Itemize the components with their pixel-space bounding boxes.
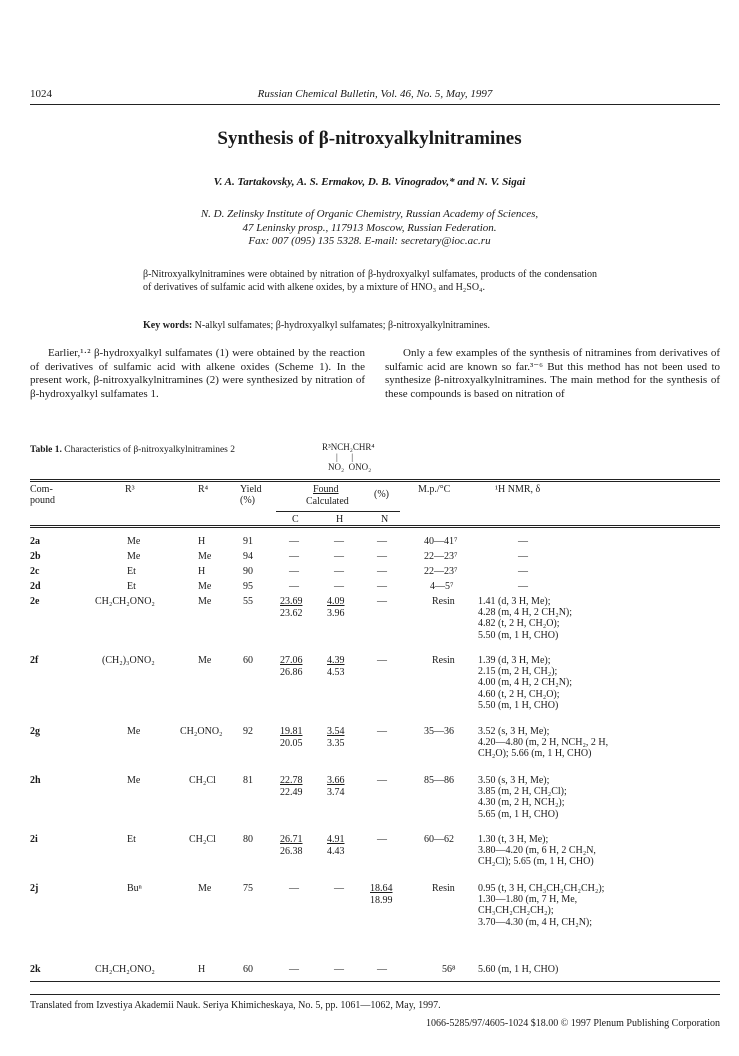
cell-compound: 2c [30, 566, 40, 577]
cell-r3: Et [127, 834, 136, 845]
cell-c-found: — [289, 964, 299, 975]
cell-r3: Me [127, 551, 141, 562]
cell-r3: Me [127, 536, 141, 547]
cell-r3: (CH₂)₃ONO₂ [102, 655, 155, 666]
cell-h-found: — [334, 883, 344, 894]
cell-r3: Me [127, 775, 141, 786]
header-calculated: Calculated [306, 496, 349, 507]
author-list: V. A. Tartakovsky, A. S. Ermakov, D. B. Vinogradov,* and N. V. Sigai [213, 176, 526, 188]
cell-h-found: — [334, 964, 344, 975]
cell-c-calc: 22.49 [280, 787, 303, 798]
cell-c-calc: 23.62 [280, 608, 303, 619]
cell-h-found: 3.54 [327, 726, 345, 737]
affiliation-line: 47 Leninsky prosp., 117913 Moscow, Russian Federation. [242, 221, 497, 234]
cell-h-calc: 3.74 [327, 787, 345, 798]
cell-mp: 35—36 [424, 726, 454, 737]
cell-c-calc: 26.86 [280, 667, 303, 678]
cell-n-found: — [377, 834, 387, 845]
keywords-label: Key words: [143, 320, 193, 331]
cell-h-found: — [334, 536, 344, 547]
cell-mp: 4—5⁷ [430, 581, 454, 592]
cell-h-found: 4.09 [327, 596, 345, 607]
cell-nmr: 3.52 (s, 3 H, Me); 4.20—4.80 (m, 2 H, NCH₂, 2 H, CH₂O); 5.66 (m, 1 H, CHO) [478, 726, 609, 760]
cell-h-found: — [334, 566, 344, 577]
cell-c-calc: 20.05 [280, 738, 303, 749]
page-number: 1024 [30, 88, 52, 100]
copyright-line: 1066-5285/97/4605-1024 $18.00 © 1997 Plenum Publishing Corporation [426, 1018, 720, 1029]
table-top-rule-2 [30, 481, 720, 482]
cell-nmr: — [518, 536, 528, 547]
cell-c-found: 26.71 [280, 834, 303, 845]
table-header-rule-2 [30, 527, 720, 528]
cell-c-found: — [289, 551, 299, 562]
header-compound: Com- pound [30, 484, 55, 506]
cell-r4: Me [198, 655, 212, 666]
cell-c-found: 19.81 [280, 726, 303, 737]
table-caption-text: Characteristics of β-nitroxyalkylnitramines 2 [64, 445, 236, 455]
cell-c-found: 23.69 [280, 596, 303, 607]
cell-compound: 2d [30, 581, 41, 592]
cell-yield: 60 [243, 655, 253, 666]
cell-mp: 56⁸ [442, 964, 456, 975]
affiliation [0, 208, 739, 249]
cell-n-found: — [377, 596, 387, 607]
affiliation-line: N. D. Zelinsky Institute of Organic Chemistry, Russian Academy of Sciences, [200, 208, 539, 220]
abstract: β-Nitroxyalkylnitramines were obtained by nitration of β-hydroxyalkyl sulfamates, products of the condensation of derivatives of sulfamic acid with alkene oxides, by a mixture of HNO₃ and H₂SO₄. [143, 269, 597, 293]
translation-note: Translated from Izvestiya Akademii Nauk. Seriya Khimicheskaya, No. 5, pp. 1061—1062, May, 1997. [30, 1000, 441, 1011]
subheader-rule [276, 511, 400, 512]
cell-yield: 91 [243, 536, 253, 547]
footer-rule [30, 994, 720, 995]
cell-compound: 2g [30, 726, 40, 737]
cell-nmr: — [518, 566, 528, 577]
cell-nmr: — [518, 581, 528, 592]
cell-r3: Buⁿ [127, 883, 142, 894]
cell-n-found: — [377, 581, 387, 592]
cell-mp: Resin [432, 883, 455, 894]
cell-h-found: 4.91 [327, 834, 345, 845]
cell-n-found: — [377, 964, 387, 975]
cell-n-calc: 18.99 [370, 895, 393, 906]
cell-nmr: 3.50 (s, 3 H, Me); 3.85 (m, 2 H, CH₂Cl); 4.30 (m, 2 H, NCH₂); 5.65 (m, 1 H, CHO) [478, 775, 567, 820]
table-formula [322, 442, 374, 472]
cell-h-found: — [334, 551, 344, 562]
article-title: Synthesis of β-nitroxyalkylnitramines [217, 128, 522, 149]
cell-nmr: 1.41 (d, 3 H, Me); 4.28 (m, 4 H, 2 CH₂N); 4.82 (t, 2 H, CH₂O); 5.50 (m, 1 H, CHO) [478, 596, 573, 641]
cell-n-found: — [377, 726, 387, 737]
header-percent: (%) [374, 489, 389, 500]
cell-h-found: 3.66 [327, 775, 345, 786]
cell-r3: CH₂CH₂ONO₂ [95, 964, 155, 975]
cell-yield: 95 [243, 581, 253, 592]
cell-c-found: — [289, 883, 299, 894]
cell-c-found: — [289, 536, 299, 547]
header-r4: R⁴ [198, 484, 209, 495]
cell-n-found: — [377, 566, 387, 577]
cell-n-found: — [377, 536, 387, 547]
cell-r3: CH₂CH₂ONO₂ [95, 596, 155, 607]
cell-r4: CH₂ONO₂ [180, 726, 223, 737]
table-bottom-rule [30, 981, 720, 982]
header-c: C [292, 514, 299, 525]
cell-mp: Resin [432, 655, 455, 666]
cell-yield: 81 [243, 775, 253, 786]
cell-c-found: 22.78 [280, 775, 303, 786]
keywords-text: N-alkyl sulfamates; β-hydroxyalkyl sulfamates; β-nitroxyalkylnitramines. [194, 320, 491, 331]
cell-r3: Et [127, 581, 136, 592]
table-top-rule [30, 479, 720, 480]
table-caption-label: Table 1. [30, 445, 62, 455]
formula-bonds: | | [336, 452, 354, 462]
cell-r3: Me [127, 726, 141, 737]
cell-r4: Me [198, 581, 212, 592]
cell-nmr: 1.39 (d, 3 H, Me); 2.15 (m, 2 H, CH₂); 4.00 (m, 4 H, 2 CH₂N); 4.60 (t, 2 H, CH₂O); 5.50 (m, 1 H, CHO) [478, 655, 573, 711]
cell-n-found: — [377, 551, 387, 562]
affiliation-line: Fax: 007 (095) 135 5328. E-mail: secretary@ioc.ac.ru [248, 235, 491, 247]
header-h: H [336, 514, 344, 525]
cell-r4: Me [198, 596, 212, 607]
cell-n-found: — [377, 775, 387, 786]
header-r3: R³ [125, 484, 135, 495]
cell-nmr: 1.30 (t, 3 H, Me); 3.80—4.20 (m, 6 H, 2 CH₂N, CH₂Cl); 5.65 (m, 1 H, CHO) [478, 834, 596, 868]
cell-nmr: 0.95 (t, 3 H, CH₃CH₂CH₂CH₂); 1.30—1.80 (m, 7 H, Me, CH₃CH₂CH₂CH₂); 3.70—4.30 (m, 4 H, CH₂N); [478, 883, 605, 928]
cell-r4: CH₂Cl [189, 775, 216, 786]
cell-h-calc: 4.43 [327, 846, 345, 857]
cell-r3: Et [127, 566, 136, 577]
cell-compound: 2j [30, 883, 39, 894]
cell-yield: 90 [243, 566, 253, 577]
header-found: Found [313, 484, 339, 495]
cell-r4: H [198, 964, 206, 975]
cell-yield: 75 [243, 883, 253, 894]
cell-mp: Resin [432, 596, 455, 607]
formula-bottom: NO₂ ONO₂ [328, 462, 372, 472]
cell-c-found: — [289, 581, 299, 592]
cell-nmr: — [518, 551, 528, 562]
cell-yield: 94 [243, 551, 253, 562]
cell-n-found: 18.64 [370, 883, 393, 894]
cell-r4: Me [198, 551, 212, 562]
cell-nmr: 5.60 (m, 1 H, CHO) [478, 964, 559, 975]
cell-h-found: — [334, 581, 344, 592]
header-rule [30, 104, 720, 105]
cell-compound: 2i [30, 834, 38, 845]
cell-compound: 2a [30, 536, 40, 547]
cell-mp: 22—23⁷ [424, 566, 458, 577]
cell-r4: H [198, 566, 206, 577]
body-column-left: Earlier,¹·² β-hydroxyalkyl sulfamates (1) were obtained by the reaction of derivatives of sulfamic acid with alkene oxides (Scheme 1). In the present work, β-nitroxyalkylnitramines (2) were synthesized by nitration of β-hydroxyalkyl sulfamates 1. [30, 347, 365, 400]
header-n: N [381, 514, 389, 525]
cell-r4: H [198, 536, 206, 547]
formula-top: R³NCH₂CHR⁴ [322, 442, 375, 452]
cell-compound: 2h [30, 775, 41, 786]
cell-compound: 2k [30, 964, 41, 975]
header-mp: M.p./°C [418, 484, 451, 495]
cell-r4: Me [198, 883, 212, 894]
cell-mp: 40—41⁷ [424, 536, 458, 547]
journal-name: Russian Chemical Bulletin, Vol. 46, No. 5, May, 1997 [257, 88, 493, 100]
table-header-rule [30, 525, 720, 526]
keywords [143, 320, 603, 331]
cell-compound: 2e [30, 596, 40, 607]
cell-yield: 60 [243, 964, 253, 975]
cell-yield: 80 [243, 834, 253, 845]
cell-compound: 2f [30, 655, 39, 666]
header-yield: Yield (%) [240, 484, 262, 506]
header-nmr: ¹H NMR, δ [495, 484, 541, 495]
cell-mp: 60—62 [424, 834, 454, 845]
cell-mp: 22—23⁷ [424, 551, 458, 562]
cell-c-calc: 26.38 [280, 846, 303, 857]
cell-n-found: — [377, 655, 387, 666]
cell-h-calc: 4.53 [327, 667, 345, 678]
cell-c-found: — [289, 566, 299, 577]
cell-yield: 55 [243, 596, 253, 607]
cell-h-found: 4.39 [327, 655, 345, 666]
cell-h-calc: 3.96 [327, 608, 345, 619]
body-column-right: Only a few examples of the synthesis of nitramines from derivatives of sulfamic acid are known so far.³⁻⁶ But this method has not been used to synthesize β-nitroxyalkylnitramines. The main method for the synthesis of these compounds is based on nitration of [385, 347, 720, 400]
cell-r4: CH₂Cl [189, 834, 216, 845]
cell-compound: 2b [30, 551, 41, 562]
table-caption [30, 445, 235, 455]
cell-h-calc: 3.35 [327, 738, 345, 749]
cell-c-found: 27.06 [280, 655, 303, 666]
cell-yield: 92 [243, 726, 253, 737]
cell-mp: 85—86 [424, 775, 454, 786]
